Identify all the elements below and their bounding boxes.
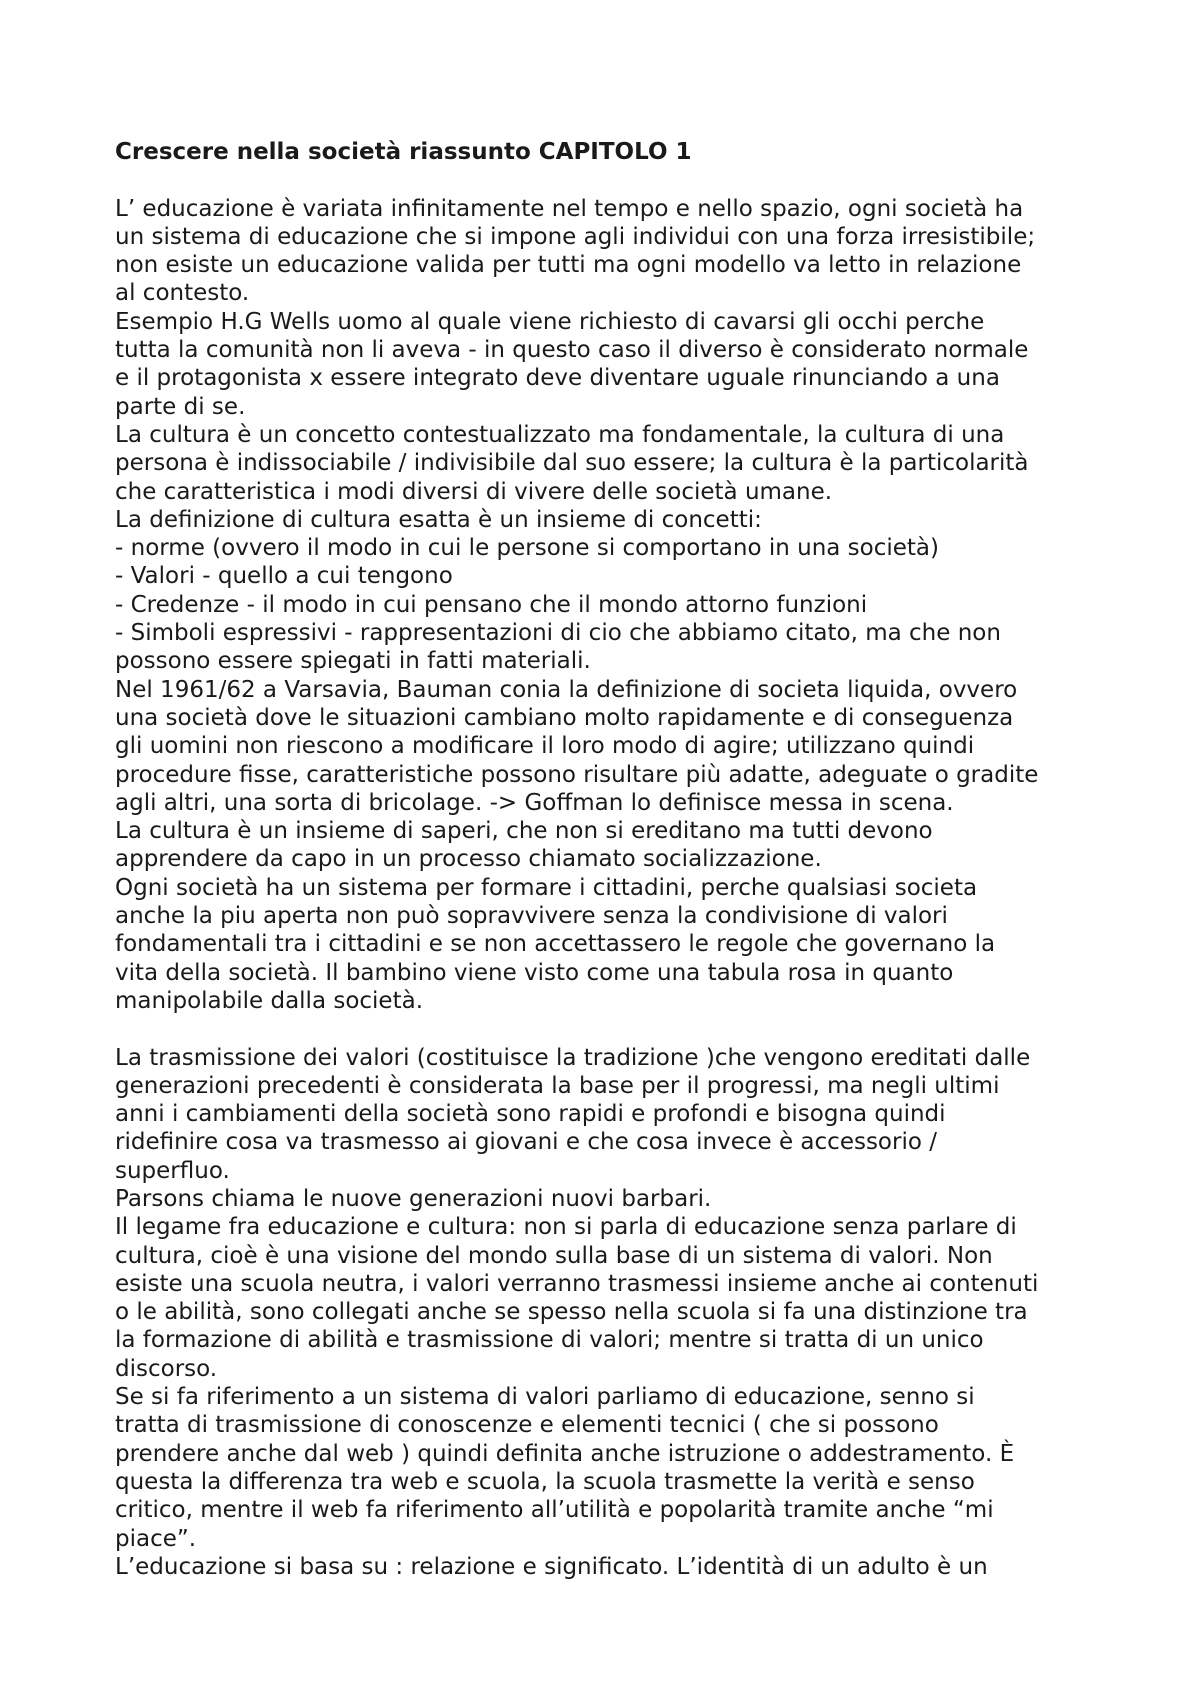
text-line: La definizione di cultura esatta è un insieme di concetti: [115, 506, 762, 533]
document-title: Crescere nella società riassunto CAPITOLO 1 [115, 139, 692, 165]
text-line: non esiste un educazione valida per tutti ma ogni modello va letto in relazione [115, 252, 1022, 279]
text-line: vita della società. Il bambino viene visto come una tabula rosa in quanto [115, 959, 954, 986]
text-line: discorso. [115, 1355, 218, 1382]
text-line: questa la differenza tra web e scuola, la scuola trasmette la verità e senso [115, 1468, 975, 1495]
paragraph-block-1 [115, 195, 1115, 1016]
text-line: piace”. [115, 1525, 197, 1552]
text-line: possono essere spiegati in fatti materiali. [115, 648, 591, 675]
text-line: critico, mentre il web fa riferimento all’utilità e popolarità tramite anche “mi [115, 1497, 994, 1524]
document-page [115, 138, 1115, 1581]
paragraph-block-2 [115, 1044, 1115, 1582]
text-line: ridefinire cosa va trasmesso ai giovani e che cosa invece è accessorio / [115, 1129, 937, 1156]
text-line: esiste una scuola neutra, i valori verranno trasmessi insieme anche ai contenuti [115, 1270, 1039, 1297]
text-line: la formazione di abilità e trasmissione di valori; mentre si tratta di un unico [115, 1327, 984, 1354]
text-line: procedure fisse, caratteristiche possono risultare più adatte, adeguate o gradite [115, 761, 1039, 788]
text-line: anche la piu aperta non può sopravvivere senza la condivisione di valori [115, 903, 948, 930]
text-line: Se si fa riferimento a un sistema di valori parliamo di educazione, senno si [115, 1384, 975, 1411]
text-line: fondamentali tra i cittadini e se non accettassero le regole che governano la [115, 931, 996, 958]
text-line: Esempio H.G Wells uomo al quale viene richiesto di cavarsi gli occhi perche [115, 308, 985, 335]
text-line: - Credenze - il modo in cui pensano che il mondo attorno funzioni [115, 591, 868, 618]
text-line: - Simboli espressivi - rappresentazioni di cio che abbiamo citato, ma che non [115, 620, 1001, 647]
text-line: parte di se. [115, 393, 246, 420]
text-line: - Valori - quello a cui tengono [115, 563, 453, 590]
text-line: e il protagonista x essere integrato deve diventare uguale rinunciando a una [115, 365, 1000, 392]
text-line: che caratteristica i modi diversi di vivere delle società umane. [115, 478, 833, 505]
text-line: La trasmissione dei valori (costituisce la tradizione )che vengono ereditati dalle [115, 1044, 1031, 1071]
paragraph-spacer [115, 1015, 1115, 1043]
text-line: generazioni precedenti è considerata la base per il progressi, ma negli ultimi [115, 1072, 1000, 1099]
text-line: apprendere da capo in un processo chiamato socializzazione. [115, 846, 822, 873]
text-line: persona è indissociabile / indivisibile dal suo essere; la cultura è la particolarità [115, 450, 1029, 477]
text-line: La cultura è un concetto contestualizzato ma fondamentale, la cultura di una [115, 421, 1005, 448]
text-line: Nel 1961/62 a Varsavia, Bauman conia la definizione di societa liquida, ovvero [115, 676, 1018, 703]
text-line: L’educazione si basa su : relazione e significato. L’identità di un adulto è un [115, 1553, 988, 1580]
text-line: Parsons chiama le nuove generazioni nuovi barbari. [115, 1185, 712, 1212]
text-line: agli altri, una sorta di bricolage. -> Goffman lo definisce messa in scena. [115, 789, 954, 816]
text-line: una società dove le situazioni cambiano molto rapidamente e di conseguenza [115, 704, 1014, 731]
text-line: superfluo. [115, 1157, 230, 1184]
text-line: cultura, cioè è una visione del mondo sulla base di un sistema di valori. Non [115, 1242, 993, 1269]
text-line: anni i cambiamenti della società sono rapidi e profondi e bisogna quindi [115, 1101, 946, 1128]
text-line: un sistema di educazione che si impone agli individui con una forza irresistibile; [115, 223, 1036, 250]
text-line: al contesto. [115, 280, 250, 307]
text-line: o le abilità, sono collegati anche se spesso nella scuola si fa una distinzione tra [115, 1299, 1028, 1326]
text-line: Il legame fra educazione e cultura: non si parla di educazione senza parlare di [115, 1214, 1017, 1241]
text-line: - norme (ovvero il modo in cui le persone si comportano in una società) [115, 535, 940, 562]
text-line: manipolabile dalla società. [115, 987, 424, 1014]
text-line: Ogni società ha un sistema per formare i cittadini, perche qualsiasi societa [115, 874, 978, 901]
text-line: gli uomini non riescono a modificare il loro modo di agire; utilizzano quindi [115, 733, 975, 760]
text-line: prendere anche dal web ) quindi definita anche istruzione o addestramento. È [115, 1440, 1015, 1467]
text-line: L’ educazione è variata infinitamente nel tempo e nello spazio, ogni società ha [115, 195, 1024, 222]
text-line: La cultura è un insieme di saperi, che non si ereditano ma tutti devono [115, 818, 933, 845]
text-line: tutta la comunità non li aveva - in questo caso il diverso è considerato normale [115, 337, 1029, 364]
text-line: tratta di trasmissione di conoscenze e elementi tecnici ( che si possono [115, 1412, 939, 1439]
